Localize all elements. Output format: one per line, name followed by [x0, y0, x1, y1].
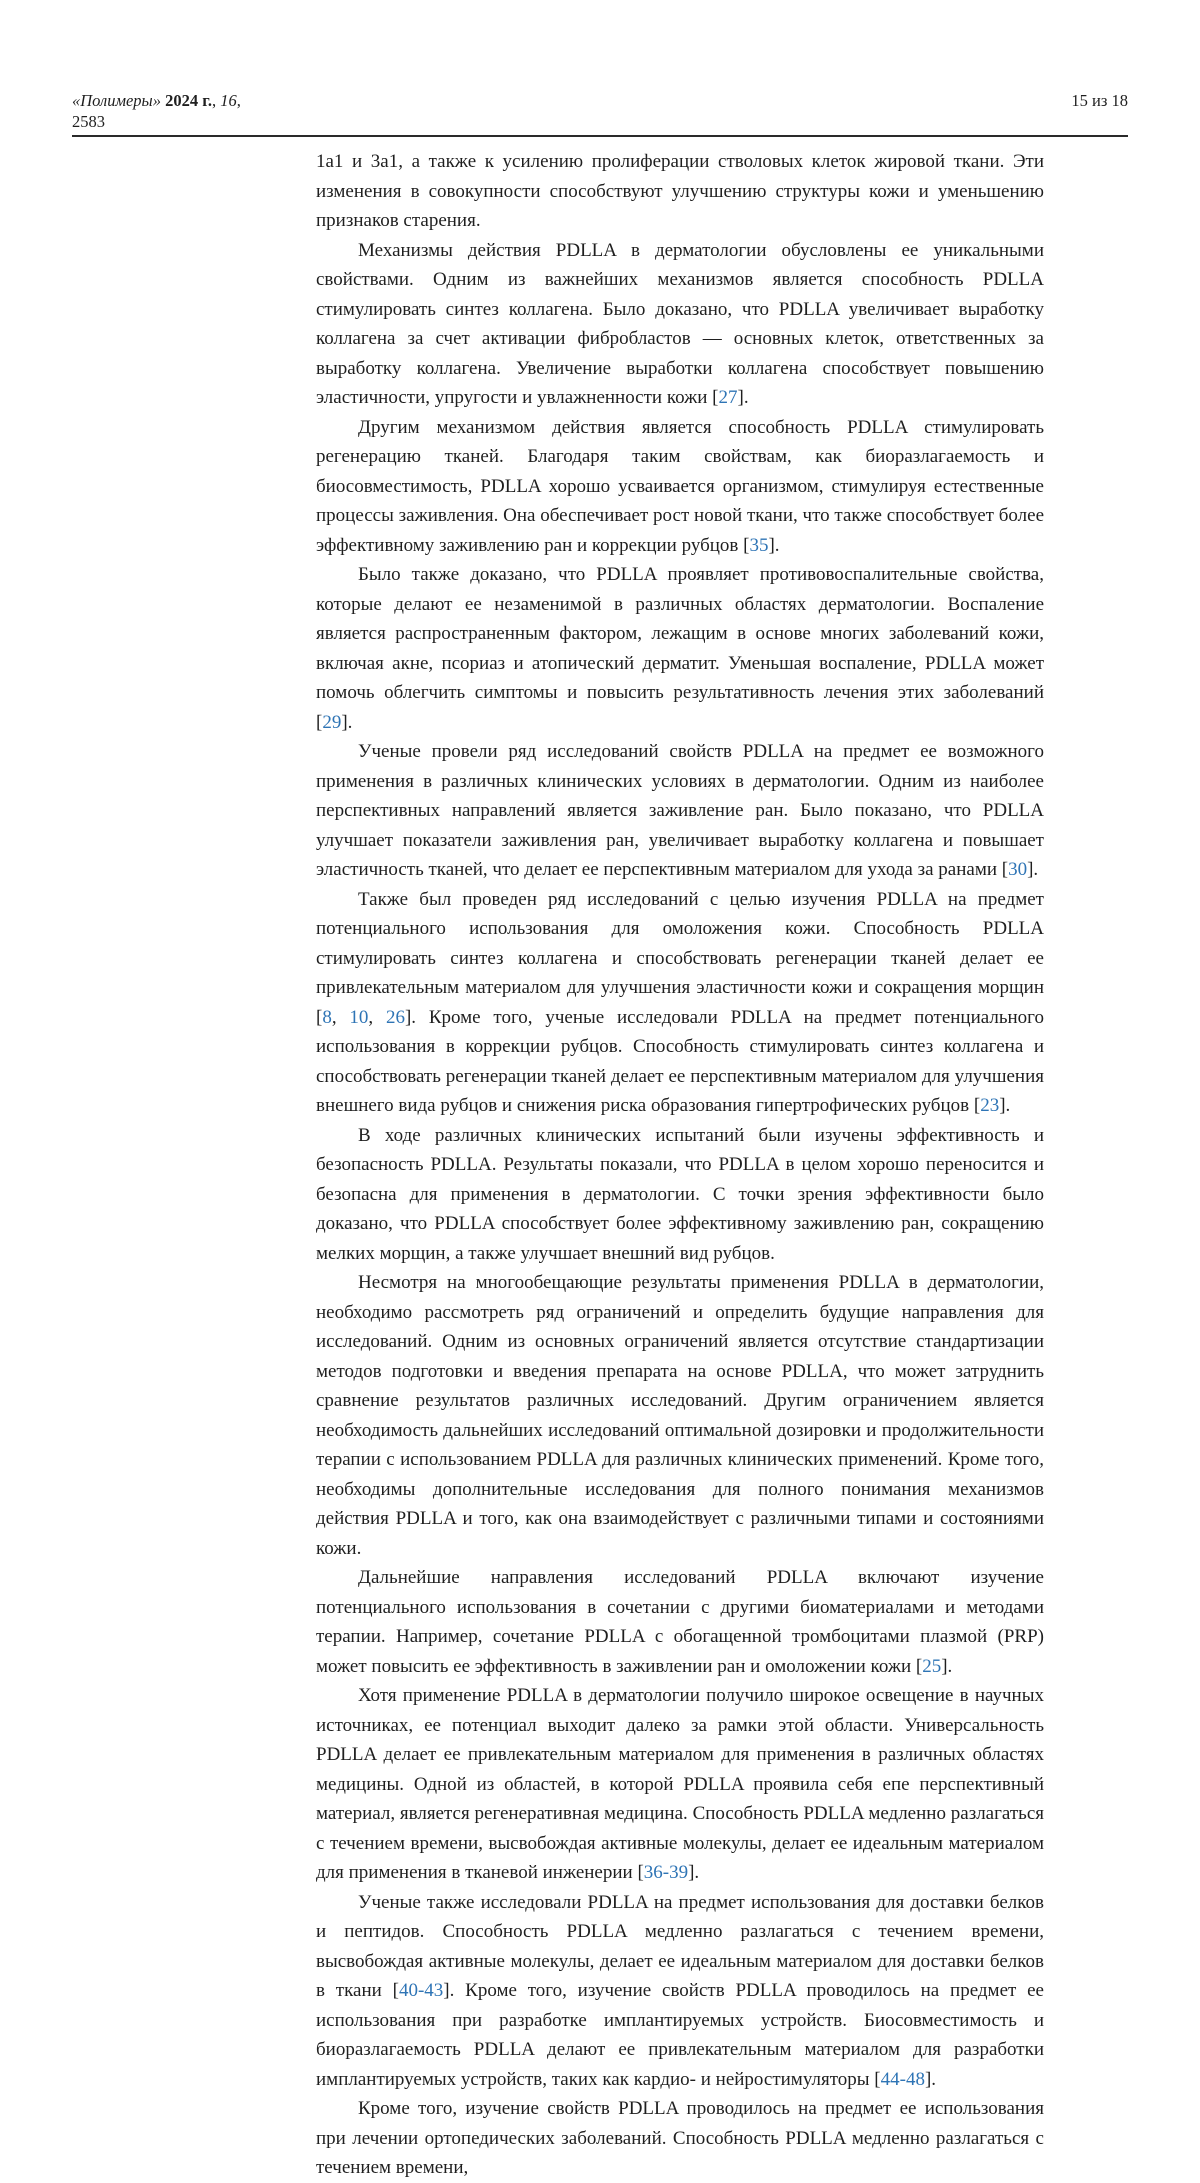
text-segment: ,	[368, 1006, 386, 1028]
journal-year: 2024 г.	[165, 91, 212, 110]
citation-link[interactable]: 25	[922, 1655, 942, 1677]
text-segment: ]. Кроме того, ученые исследовали PDLLA на предмет потенциального использования в коррекции рубцов. Способность стимулировать синтез коллагена и способствовать регенерации тканей делает ее перспективным материалом для улучшения внешнего вида рубцов и снижения риска образования гипертрофических рубцов [	[316, 1006, 1045, 1116]
paragraph	[316, 2094, 1044, 2183]
text-segment: Ученые провели ряд исследований свойств PDLLA на предмет ее возможного применения в различных клинических условиях в дерматологии. Одним из наиболее перспективных направлений является заживление ран. Было показано, что PDLLA улучшает показатели заживления ран, увеличивает выработку коллагена и повышает эластичность тканей, что делает ее перспективным материалом для ухода за ранами [	[316, 741, 1044, 880]
text-segment: Дальнейшие направления исследований PDLLA включают изучение потенциального использования в сочетании с другими биоматериалами и методами терапии. Например, сочетание PDLLA с обогащенной тромбоцитами плазмой (PRP) может повысить ее эффективность в заживлении ран и омоложении кожи [	[316, 1567, 1044, 1677]
text-segment: Механизмы действия PDLLA в дерматологии обусловлены ее уникальными свойствами. Одним из важнейших механизмов является способность PDLLA стимулировать синтез коллагена. Было доказано, что PDLLA увеличивает выработку коллагена за счет активации фибробластов — основных клеток, ответственных за выработку коллагена. Увеличение выработки коллагена способствует повышению эластичности, упругости и увлажненности кожи [	[316, 239, 1044, 408]
paragraph	[316, 1563, 1044, 1681]
page-indicator: 15 из 18	[1071, 91, 1128, 110]
citation-link[interactable]: 23	[980, 1095, 1000, 1116]
journal-name: «Полимеры»	[72, 91, 161, 110]
text-segment: Было также доказано, что PDLLA проявляет противовоспалительные свойства, которые делают ее незаменимой в различных областях дерматологии. Воспаление является распространенным фактором, лежащим в основе многих заболеваний кожи, включая акне, псориаз и атопический дерматит. Уменьшая воспаление, PDLLA может помочь облегчить симптомы и повысить результативность лечения этих заболеваний [	[316, 564, 1044, 733]
paragraph	[316, 560, 1044, 737]
citation-link[interactable]: 44-48	[880, 2068, 925, 2090]
paragraph	[316, 885, 1044, 1121]
text-segment: Несмотря на многообещающие результаты применения PDLLA в дерматологии, необходимо рассмотреть ряд ограничений и определить будущие направления для исследований. Одним из основных ограничений является отсутствие стандартизации методов подготовки и введения препарата на основе PDLLA, что может затруднить сравнение результатов различных исследований. Другим ограничением является необходимость дальнейших исследований оптимальной дозировки и продолжительности терапии с использованием PDLLA для различных клинических применений. Кроме того, необходимы дополнительные исследования для полного понимания механизмов действия PDLLA и того, как она взаимодействует с различными типами и состояниями кожи.	[316, 1272, 1044, 1559]
article-start-page: 2583	[72, 112, 105, 131]
text-segment: ].	[688, 1862, 700, 1883]
paragraph	[316, 1681, 1044, 1888]
citation-link[interactable]: 30	[1008, 859, 1028, 880]
text-segment: Кроме того, изучение свойств PDLLA проводилось на предмет ее использования при лечении ортопедических заболеваний. Способность PDLLA медленно разлагаться с течением времени,	[316, 2098, 1044, 2178]
separator: ,	[236, 91, 241, 110]
citation-link[interactable]: 29	[322, 711, 342, 733]
article-body	[316, 147, 1044, 2183]
paragraph	[316, 737, 1044, 885]
citation-link[interactable]: 10	[349, 1006, 369, 1028]
page-header	[72, 90, 1128, 137]
paragraph	[316, 1268, 1044, 1563]
paragraph	[316, 1121, 1044, 1269]
text-segment: ].	[941, 1655, 953, 1677]
journal-volume: 16	[220, 91, 237, 110]
paragraph	[316, 1888, 1044, 2095]
text-segment: В ходе различных клинических испытаний были изучены эффективность и безопасность PDLLA. Результаты показали, что PDLLA в целом хорошо переносится и безопасна для применения в дерматологии. С точки зрения эффективности было доказано, что PDLLA способствует более эффективному заживлению ран, сокращению мелких морщин, а также улучшает внешний вид рубцов.	[316, 1124, 1044, 1264]
text-segment: Хотя применение PDLLA в дерматологии получило широкое освещение в научных источниках, ее потенциал выходит далеко за рамки этой области. Универсальность PDLLA делает ее привлекательным материалом для применения в различных областях медицины. Одной из областей, в которой PDLLA проявила себя епе перспективный материал, является регенеративная медицина. Способность PDLLA медленно разлагаться с течением времени, высвобождая активные молекулы, делает ее идеальным материалом для применения в тканевой инженерии [	[316, 1685, 1044, 1883]
text-segment: ].	[924, 2068, 937, 2090]
text-segment: ]. Кроме того, изучение свойств PDLLA проводилось на предмет ее использования при разработке имплантируемых устройств. Биосовместимость и биоразлагаемость PDLLA делают ее привлекательным материалом для разработки имплантируемых устройств, таких как кардио- и нейростимуляторы [	[316, 1980, 1044, 2090]
text-segment: ].	[768, 534, 780, 556]
paragraph	[316, 147, 1044, 236]
text-segment: Другим механизмом действия является способность PDLLA стимулировать регенерацию тканей. Благодаря таким свойствам, как биоразлагаемость и биосовместимость, PDLLA хорошо усваивается организмом, стимулируя естественные процессы заживления. Она обеспечивает рост новой ткани, что также способствует более эффективному заживлению ран и коррекции рубцов [	[316, 416, 1044, 556]
text-segment: ].	[999, 1095, 1011, 1116]
citation-link[interactable]: 40-43	[398, 1980, 444, 2001]
text-segment: ].	[1027, 859, 1039, 880]
citation-link[interactable]: 26	[385, 1006, 405, 1028]
citation-link[interactable]: 36-39	[643, 1862, 689, 1883]
text-segment: ,	[331, 1006, 350, 1028]
text-segment: Ученые также исследовали PDLLA на предмет использования для доставки белков и пептидов. Способность PDLLA медленно разлагаться с течением времени, высвобождая активные молекулы, делает ее идеальным материалом для доставки белков в ткани [	[316, 1891, 1044, 2001]
text-segment: Также был проведен ряд исследований с целью изучения PDLLA на предмет потенциального использования для омоложения кожи. Способность PDLLA стимулировать синтез коллагена и способствовать регенерации тканей делает ее привлекательным материалом для улучшения эластичности кожи и сокращения морщин [	[316, 888, 1044, 1028]
citation-link[interactable]: 35	[749, 534, 769, 556]
text-segment: ].	[737, 387, 749, 408]
citation-link[interactable]: 27	[718, 387, 738, 408]
paragraph	[316, 236, 1044, 413]
journal-citation	[72, 90, 241, 132]
text-segment: ].	[341, 711, 353, 733]
citation-link[interactable]: 8	[322, 1006, 332, 1028]
text-segment: 1а1 и 3а1, а также к усилению пролиферации стволовых клеток жировой ткани. Эти изменения в совокупности способствуют улучшению структуры кожи и уменьшению признаков старения.	[316, 151, 1044, 231]
separator: ,	[212, 91, 221, 110]
paragraph	[316, 413, 1044, 561]
